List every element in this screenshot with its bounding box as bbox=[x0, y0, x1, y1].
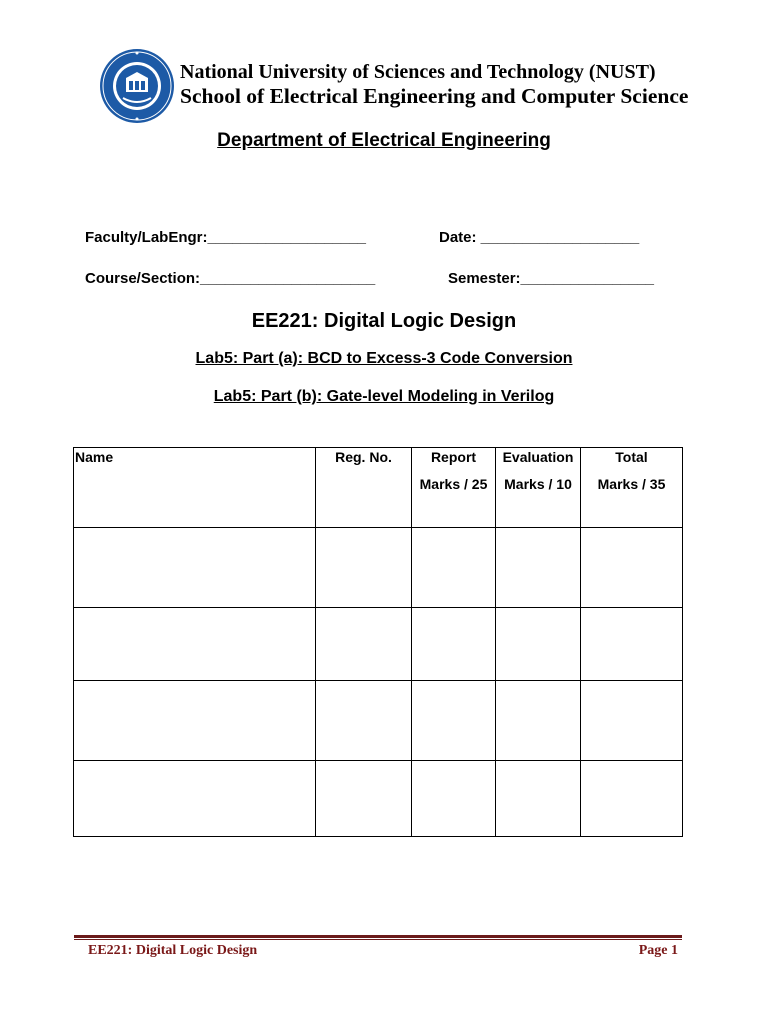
cell-reg-no[interactable] bbox=[316, 761, 412, 837]
cell-evaluation-marks[interactable] bbox=[496, 608, 581, 681]
lab-part-b-title: Lab5: Part (b): Gate-level Modeling in Verilog bbox=[213, 388, 555, 405]
marks-table bbox=[73, 447, 683, 837]
date-field[interactable]: Date: ___________________ bbox=[439, 229, 640, 246]
cell-evaluation-marks[interactable] bbox=[496, 761, 581, 837]
table-header-row bbox=[74, 448, 683, 528]
cell-name[interactable] bbox=[74, 608, 316, 681]
cell-report-marks[interactable] bbox=[412, 608, 496, 681]
table-row bbox=[74, 608, 683, 681]
cell-name[interactable] bbox=[74, 761, 316, 837]
cell-report-marks[interactable] bbox=[412, 761, 496, 837]
cell-reg-no[interactable] bbox=[316, 608, 412, 681]
cell-total-marks[interactable] bbox=[581, 528, 683, 608]
header-total-marks: Total Marks / 35 bbox=[581, 448, 683, 528]
department-title: Department of Electrical Engineering bbox=[217, 130, 551, 151]
header-evaluation-marks: Evaluation Marks / 10 bbox=[496, 448, 581, 528]
header-name: Name bbox=[74, 448, 316, 528]
footer-divider-thin bbox=[74, 939, 682, 940]
semester-field[interactable]: Semester:________________ bbox=[448, 270, 655, 287]
footer-page-number: Page 1 bbox=[638, 943, 678, 958]
lab-part-a-title: Lab5: Part (a): BCD to Excess-3 Code Conversion bbox=[195, 350, 573, 367]
university-logo-icon bbox=[99, 48, 175, 124]
faculty-field[interactable]: Faculty/LabEngr:___________________ bbox=[85, 229, 367, 246]
school-name: School of Electrical Engineering and Computer Science bbox=[180, 84, 689, 108]
table-row bbox=[74, 528, 683, 608]
footer-course-title: EE221: Digital Logic Design bbox=[88, 943, 258, 958]
cell-total-marks[interactable] bbox=[581, 681, 683, 761]
cell-report-marks[interactable] bbox=[412, 681, 496, 761]
cell-reg-no[interactable] bbox=[316, 528, 412, 608]
footer-divider bbox=[74, 935, 682, 938]
course-title: EE221: Digital Logic Design bbox=[251, 310, 517, 332]
cell-report-marks[interactable] bbox=[412, 528, 496, 608]
cell-reg-no[interactable] bbox=[316, 681, 412, 761]
header-report-marks: Report Marks / 25 bbox=[412, 448, 496, 528]
course-section-field[interactable]: Course/Section:_____________________ bbox=[85, 270, 376, 287]
table-row bbox=[74, 681, 683, 761]
cell-evaluation-marks[interactable] bbox=[496, 528, 581, 608]
cell-total-marks[interactable] bbox=[581, 761, 683, 837]
cell-name[interactable] bbox=[74, 528, 316, 608]
header-reg-no: Reg. No. bbox=[316, 448, 412, 528]
table-row bbox=[74, 761, 683, 837]
cell-total-marks[interactable] bbox=[581, 608, 683, 681]
cell-evaluation-marks[interactable] bbox=[496, 681, 581, 761]
university-name: National University of Sciences and Technology (NUST) bbox=[180, 61, 656, 83]
cell-name[interactable] bbox=[74, 681, 316, 761]
